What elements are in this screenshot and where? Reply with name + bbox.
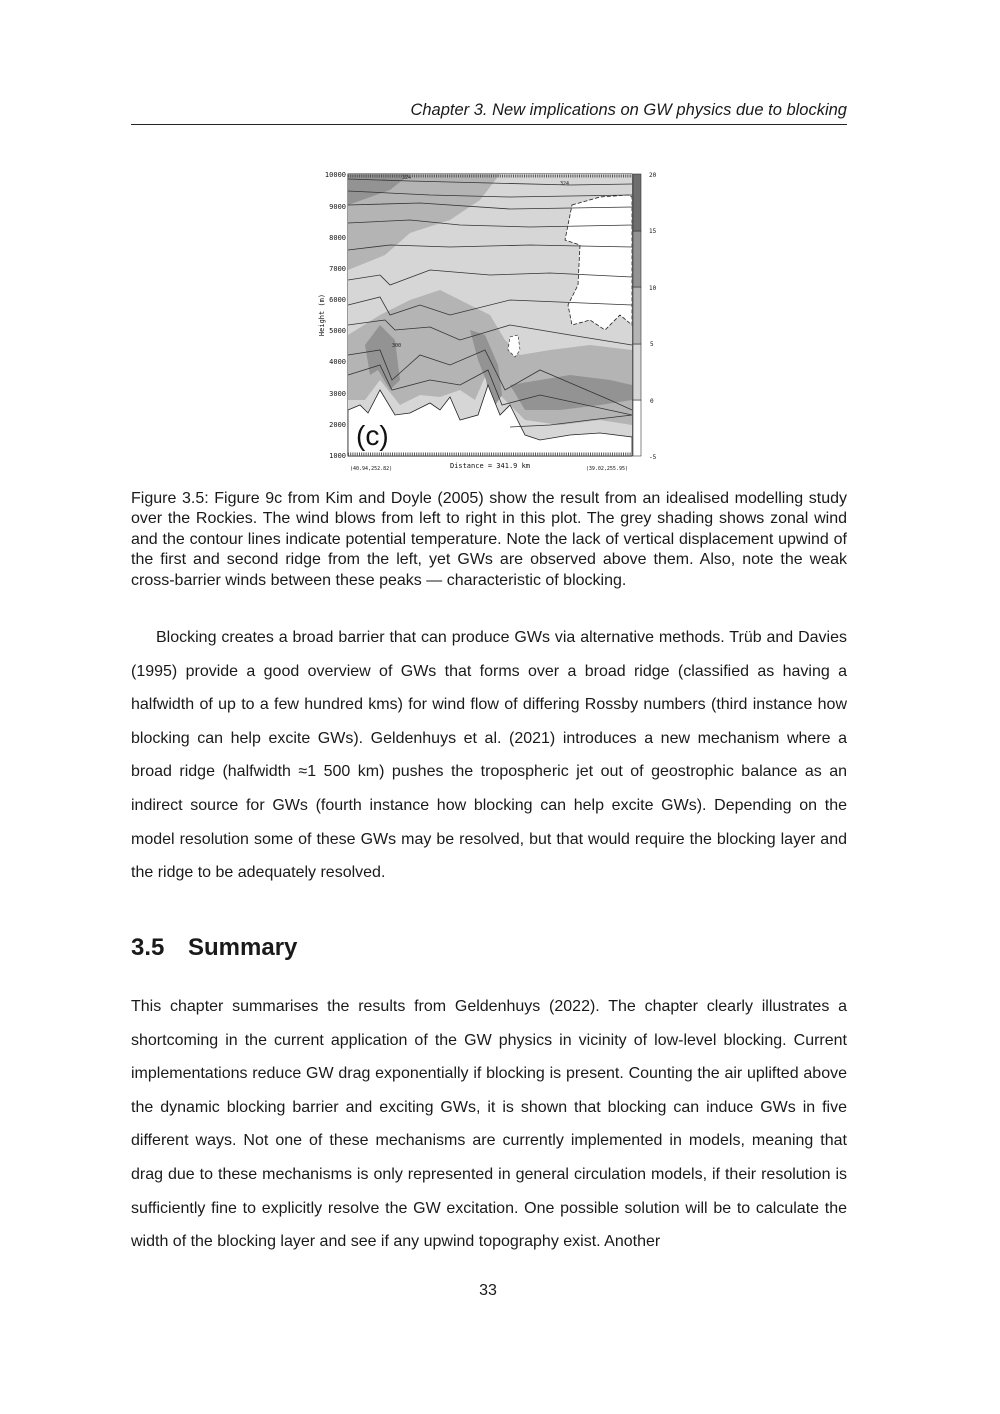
svg-text:20: 20 (649, 172, 657, 179)
header-rule (131, 124, 847, 125)
running-header: Chapter 3. New implications on GW physics due to blocking (410, 101, 847, 119)
body-paragraph-1 (131, 621, 847, 890)
svg-text:1000: 1000 (329, 452, 346, 460)
section-heading (131, 934, 297, 962)
x-axis-label: Distance = 341.9 km (449, 462, 531, 470)
svg-text:2000: 2000 (329, 421, 346, 429)
section-title: Summary (188, 934, 298, 961)
figure-cross-section (310, 165, 670, 480)
contour-label-324-left: 324 (402, 175, 412, 181)
figure-caption: Figure 3.5: Figure 9c from Kim and Doyle (2005) show the result from an idealised modelling study over the Rockies. The wind blows from left to right in this plot. The grey shading shows zonal wind and the contour lines indicate potential temperature. Note the lack of vertical displacement upwind of the first and second ridge from the left, yet GWs are observed above them. Also, note the weak cross-barrier winds between these peaks — characteristic of blocking. (131, 490, 847, 589)
x-end-label: (39.02,255.95) (585, 466, 628, 472)
section-number: 3.5 (131, 934, 165, 961)
contour-label-324-right: 324 (560, 181, 570, 187)
svg-text:9000: 9000 (329, 203, 346, 211)
panel-label: (c) (356, 420, 389, 451)
svg-text:5: 5 (650, 341, 654, 348)
paragraph-1-text: Blocking creates a broad barrier that can produce GWs via alternative methods. Trüb and Davies (1995) provide a good overview of GWs that forms over a broad ridge (classified as having a halfwidth of up to a few hundred kms) for wind flow of differing Rossby numbers (third instance how blocking can help excite GWs). Geldenhuys et al. (2021) introduces a new mechanism where a broad ridge (halfwidth ≈1 500 km) pushes the tropospheric jet out of geostrophic balance as an indirect source for GWs (fourth instance how blocking can help excite GWs). Depending on the model resolution some of these GWs may be resolved, but that would require the blocking layer and the ridge to be adequately resolved. (131, 629, 847, 882)
svg-text:-5: -5 (649, 454, 657, 461)
colorbar (633, 174, 641, 456)
svg-text:4000: 4000 (329, 358, 346, 366)
contour-label-300: 300 (392, 343, 402, 349)
svg-text:6000: 6000 (329, 296, 346, 304)
y-axis (325, 171, 346, 460)
colorbar-ticks (649, 172, 657, 461)
y-axis-label: Height (m) (318, 293, 326, 337)
page-number: 33 (479, 1282, 497, 1299)
cross-section-plot (310, 165, 670, 480)
svg-text:8000: 8000 (329, 234, 346, 242)
body-paragraph-2: This chapter summarises the results from Geldenhuys (2022). The chapter clearly illustrates a shortcoming in the current application of the GW physics in vicinity of low-level blocking. Current implementations reduce GW drag exponentially if blocking is present. Counting the air uplifted above the dynamic blocking barrier and exciting GWs, it is shown that blocking can induce GWs in five different ways. Not one of these mechanisms are currently implemented in models, meaning that drag due to these mechanisms is only represented in general circulation models, if their resolution is sufficiently fine to explicitly resolve the GW excitation. One possible solution will be to calculate the width of the blocking layer and see if any upwind topography exist. Another (131, 998, 847, 1251)
svg-text:15: 15 (649, 228, 657, 235)
svg-text:0: 0 (650, 398, 654, 405)
svg-text:10000: 10000 (324, 171, 346, 179)
svg-text:10: 10 (649, 285, 657, 292)
svg-text:3000: 3000 (329, 390, 346, 398)
svg-text:7000: 7000 (329, 265, 346, 273)
x-start-label: (40.94,252.82) (350, 466, 393, 472)
svg-text:5000: 5000 (329, 327, 346, 335)
